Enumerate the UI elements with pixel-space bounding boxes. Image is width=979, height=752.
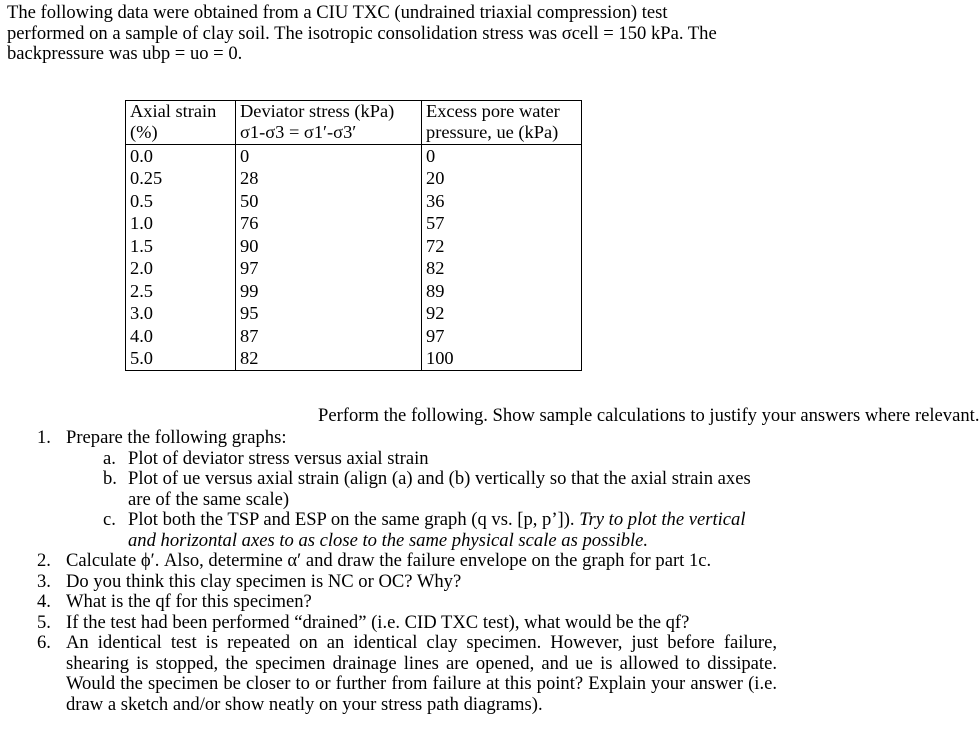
task-3: [37, 572, 777, 593]
deviator-stress-cell: 95: [236, 302, 422, 325]
task-list: [37, 428, 777, 715]
pore-pressure-cell: 92: [422, 302, 582, 325]
task-text: Prepare the following graphs:: [66, 427, 287, 448]
table-row: [126, 302, 582, 325]
axial-strain-cell: 4.0: [126, 325, 236, 348]
header-deviator-formula: σ1-σ3 = σ1′-σ3′: [236, 122, 422, 145]
subtask-text: Plot of ue versus axial strain (align (a) and (b) vertically so that the axial strain axes are of the same scale): [128, 468, 751, 510]
graph-list: [66, 449, 777, 552]
deviator-stress-cell: 82: [236, 347, 422, 370]
deviator-stress-cell: 76: [236, 212, 422, 235]
subtask-italic-note: Try to plot the vertical and horizontal axes to as close to the same physical scale as possible.: [128, 509, 746, 551]
table-row: [126, 235, 582, 258]
table-header-row: [126, 101, 582, 122]
test-data-table: [125, 100, 582, 371]
task-6: [37, 633, 777, 715]
deviator-stress-cell: 50: [236, 190, 422, 213]
table-row: [126, 280, 582, 303]
table-row: [126, 144, 582, 167]
subtask-text: Plot of deviator stress versus axial strain: [128, 447, 429, 469]
table-body: [126, 144, 582, 370]
table-row: [126, 257, 582, 280]
task-number: 2.: [37, 550, 51, 571]
subtask-letter: b.: [103, 468, 117, 489]
deviator-stress-cell: 90: [236, 235, 422, 258]
task-text: If the test had been performed “drained” (i.e. CID TXC test), what would be the qf?: [66, 611, 690, 633]
header-pore-pressure: Excess pore water: [422, 101, 582, 122]
task-5: [37, 613, 777, 634]
pore-pressure-cell: 36: [422, 190, 582, 213]
axial-strain-cell: 0.5: [126, 190, 236, 213]
axial-strain-cell: 1.0: [126, 212, 236, 235]
axial-strain-cell: 2.5: [126, 280, 236, 303]
table-row: [126, 347, 582, 370]
task-text: Calculate ϕ′. Also, determine α′ and draw the failure envelope on the graph for part 1c.: [66, 550, 712, 571]
task-text: Do you think this clay specimen is NC or OC? Why?: [66, 570, 462, 592]
table-header-row-2: [126, 122, 582, 145]
deviator-stress-cell: 97: [236, 257, 422, 280]
task-text: What is the qf for this specimen?: [66, 591, 312, 612]
task-number: 1.: [37, 427, 51, 448]
task-2: [37, 551, 777, 572]
pore-pressure-cell: 100: [422, 347, 582, 370]
perform-instructions: Perform the following. Show sample calculations to justify your answers where relevant.: [318, 405, 979, 426]
deviator-stress-cell: 28: [236, 167, 422, 190]
task-1a: [93, 449, 777, 470]
pore-pressure-cell: 57: [422, 212, 582, 235]
axial-strain-cell: 0.0: [126, 144, 236, 167]
pore-pressure-cell: 82: [422, 257, 582, 280]
table-row: [126, 212, 582, 235]
task-1b: [93, 469, 777, 510]
task-number: 4.: [37, 591, 51, 612]
pore-pressure-cell: 89: [422, 280, 582, 303]
task-text: An identical test is repeated on an identical clay specimen. However, just before failure, shearing is stopped, the specimen drainage lines are opened, and ue is allowed to dissipate. Would the specimen be closer to or further from failure at this point? Explain your answer (i.e. draw a sketch and/or show neatly on your stress path diagrams).: [66, 632, 777, 715]
task-number: 6.: [37, 632, 51, 653]
header-pore-pressure-unit: pressure, ue (kPa): [422, 122, 582, 145]
deviator-stress-cell: 87: [236, 325, 422, 348]
table-row: [126, 167, 582, 190]
header-deviator-stress: Deviator stress (kPa): [236, 101, 422, 122]
problem-intro: [7, 3, 789, 65]
intro-line-1: The following data were obtained from a CIU TXC (undrained triaxial compression) test: [7, 2, 668, 23]
task-number: 5.: [37, 611, 51, 633]
task-1c: [93, 510, 777, 551]
subtask-letter: c.: [103, 509, 116, 530]
axial-strain-cell: 1.5: [126, 235, 236, 258]
subtask-letter: a.: [103, 447, 116, 469]
intro-line-2: performed on a sample of clay soil. The isotropic consolidation stress was σcell = 150 kPa. The: [7, 22, 717, 44]
pore-pressure-cell: 97: [422, 325, 582, 348]
task-4: [37, 592, 777, 613]
subtask-text: Plot both the TSP and ESP on the same graph (q vs. [p, p’]).: [128, 509, 575, 530]
task-number: 3.: [37, 570, 51, 592]
axial-strain-cell: 2.0: [126, 257, 236, 280]
task-1: [37, 428, 777, 551]
pore-pressure-cell: 72: [422, 235, 582, 258]
axial-strain-cell: 0.25: [126, 167, 236, 190]
axial-strain-cell: 5.0: [126, 347, 236, 370]
deviator-stress-cell: 99: [236, 280, 422, 303]
intro-line-3: backpressure was ubp = uo = 0.: [7, 43, 243, 64]
table-row: [126, 325, 582, 348]
axial-strain-cell: 3.0: [126, 302, 236, 325]
pore-pressure-cell: 20: [422, 167, 582, 190]
deviator-stress-cell: 0: [236, 144, 422, 167]
pore-pressure-cell: 0: [422, 144, 582, 167]
header-axial-strain-unit: (%): [126, 122, 236, 145]
header-axial-strain: Axial strain: [126, 101, 236, 122]
table-row: [126, 190, 582, 213]
